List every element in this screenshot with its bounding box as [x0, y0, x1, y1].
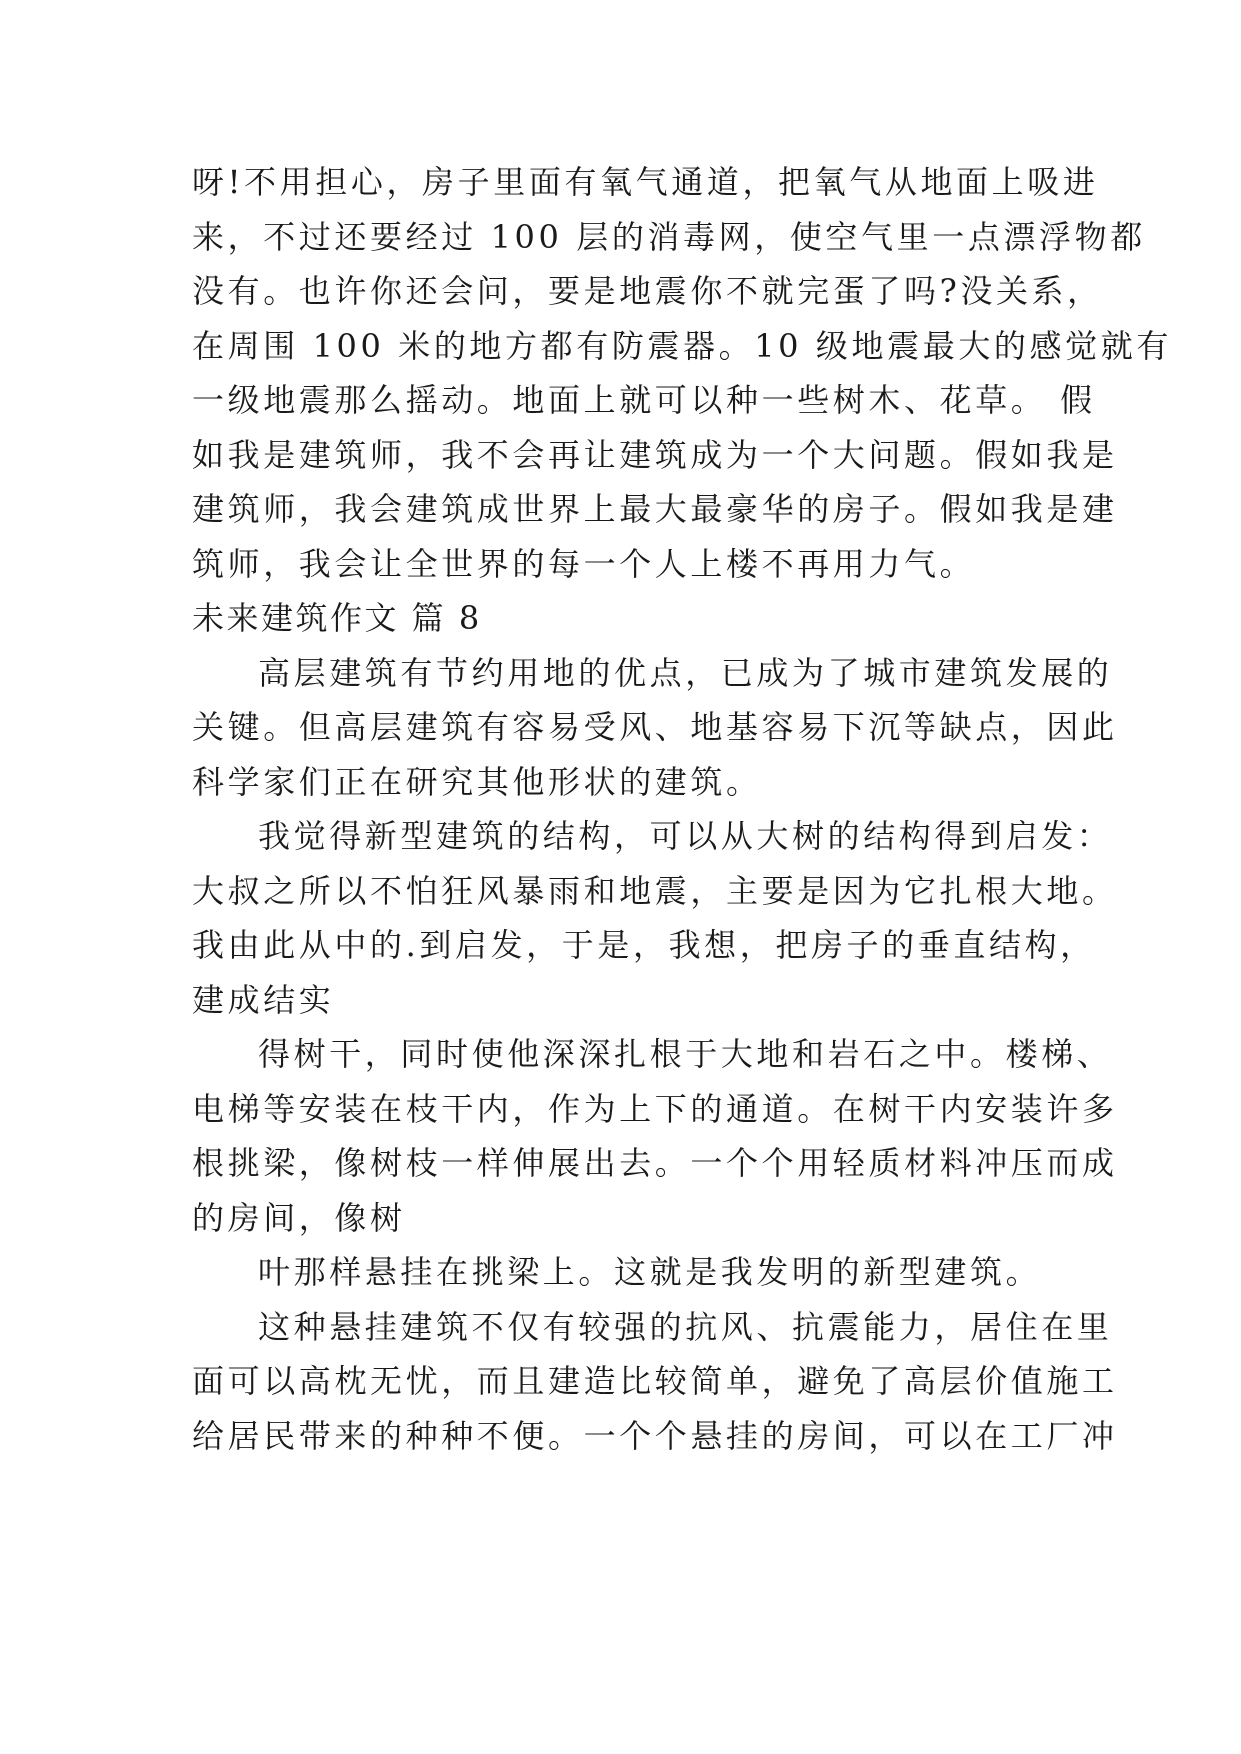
text-line-2: 来，不过还要经过 100 层的消毒网，使空气里一点漂浮物都: [192, 217, 1146, 256]
paragraph-4-line-1: 叶那样悬挂在挑梁上。这就是我发明的新型建筑。: [258, 1253, 1042, 1291]
paragraph-2-line-4: 建成结实: [192, 980, 335, 1019]
paragraph-1-line-2: 关键。但高层建筑有容易受风、地基容易下沉等缺点，因此: [192, 708, 1118, 746]
text-line-5: 一级地震那么摇动。地面上就可以种一些树木、花草。 假: [192, 381, 1096, 419]
section-heading: 未来建筑作文 篇 8: [192, 599, 482, 637]
text-line-3: 没有。也许你还会问，要是地震你不就完蛋了吗?没关系，: [192, 272, 1103, 310]
text-line-7: 建筑师，我会建筑成世界上最大最豪华的房子。假如我是建: [192, 490, 1118, 528]
paragraph-2-line-3: 我由此从中的.到启发，于是，我想，把房子的垂直结构，: [192, 926, 1096, 964]
paragraph-5-line-2: 面可以高枕无忧，而且建造比较简单，避免了高层价值施工: [192, 1362, 1118, 1400]
text-line-4: 在周围 100 米的地方都有防震器。10 级地震最大的感觉就有: [192, 326, 1172, 365]
paragraph-5-line-1: 这种悬挂建筑不仅有较强的抗风、抗震能力，居住在里: [258, 1307, 1113, 1346]
paragraph-3-line-2: 电梯等安装在枝干内，作为上下的通道。在树干内安装许多: [192, 1089, 1118, 1128]
paragraph-3-line-4: 的房间，像树: [192, 1198, 406, 1237]
text-line-1: 呀!不用担心，房子里面有氧气通道，把氧气从地面上吸进: [192, 163, 1099, 201]
paragraph-1-line-1: 高层建筑有节约用地的优点，已成为了城市建筑发展的: [258, 653, 1113, 692]
paragraph-5-line-3: 给居民带来的种种不便。一个个悬挂的房间，可以在工厂冲: [192, 1416, 1118, 1455]
text-line-6: 如我是建筑师，我不会再让建筑成为一个大问题。假如我是: [192, 435, 1118, 474]
paragraph-1-line-3: 科学家们正在研究其他形状的建筑。: [192, 762, 762, 801]
document-body: [192, 155, 1172, 1463]
paragraph-2-line-2: 大叔之所以不怕狂风暴雨和地震，主要是因为它扎根大地。: [192, 871, 1118, 910]
paragraph-3-line-3: 根挑梁，像树枝一样伸展出去。一个个用轻质材料冲压而成: [192, 1144, 1118, 1182]
paragraph-2-line-1: 我觉得新型建筑的结构，可以从大树的结构得到启发：: [258, 817, 1113, 855]
paragraph-3-line-1: 得树干，同时使他深深扎根于大地和岩石之中。楼梯、: [258, 1035, 1113, 1073]
text-line-8: 筑师，我会让全世界的每一个人上楼不再用力气。: [192, 544, 976, 583]
